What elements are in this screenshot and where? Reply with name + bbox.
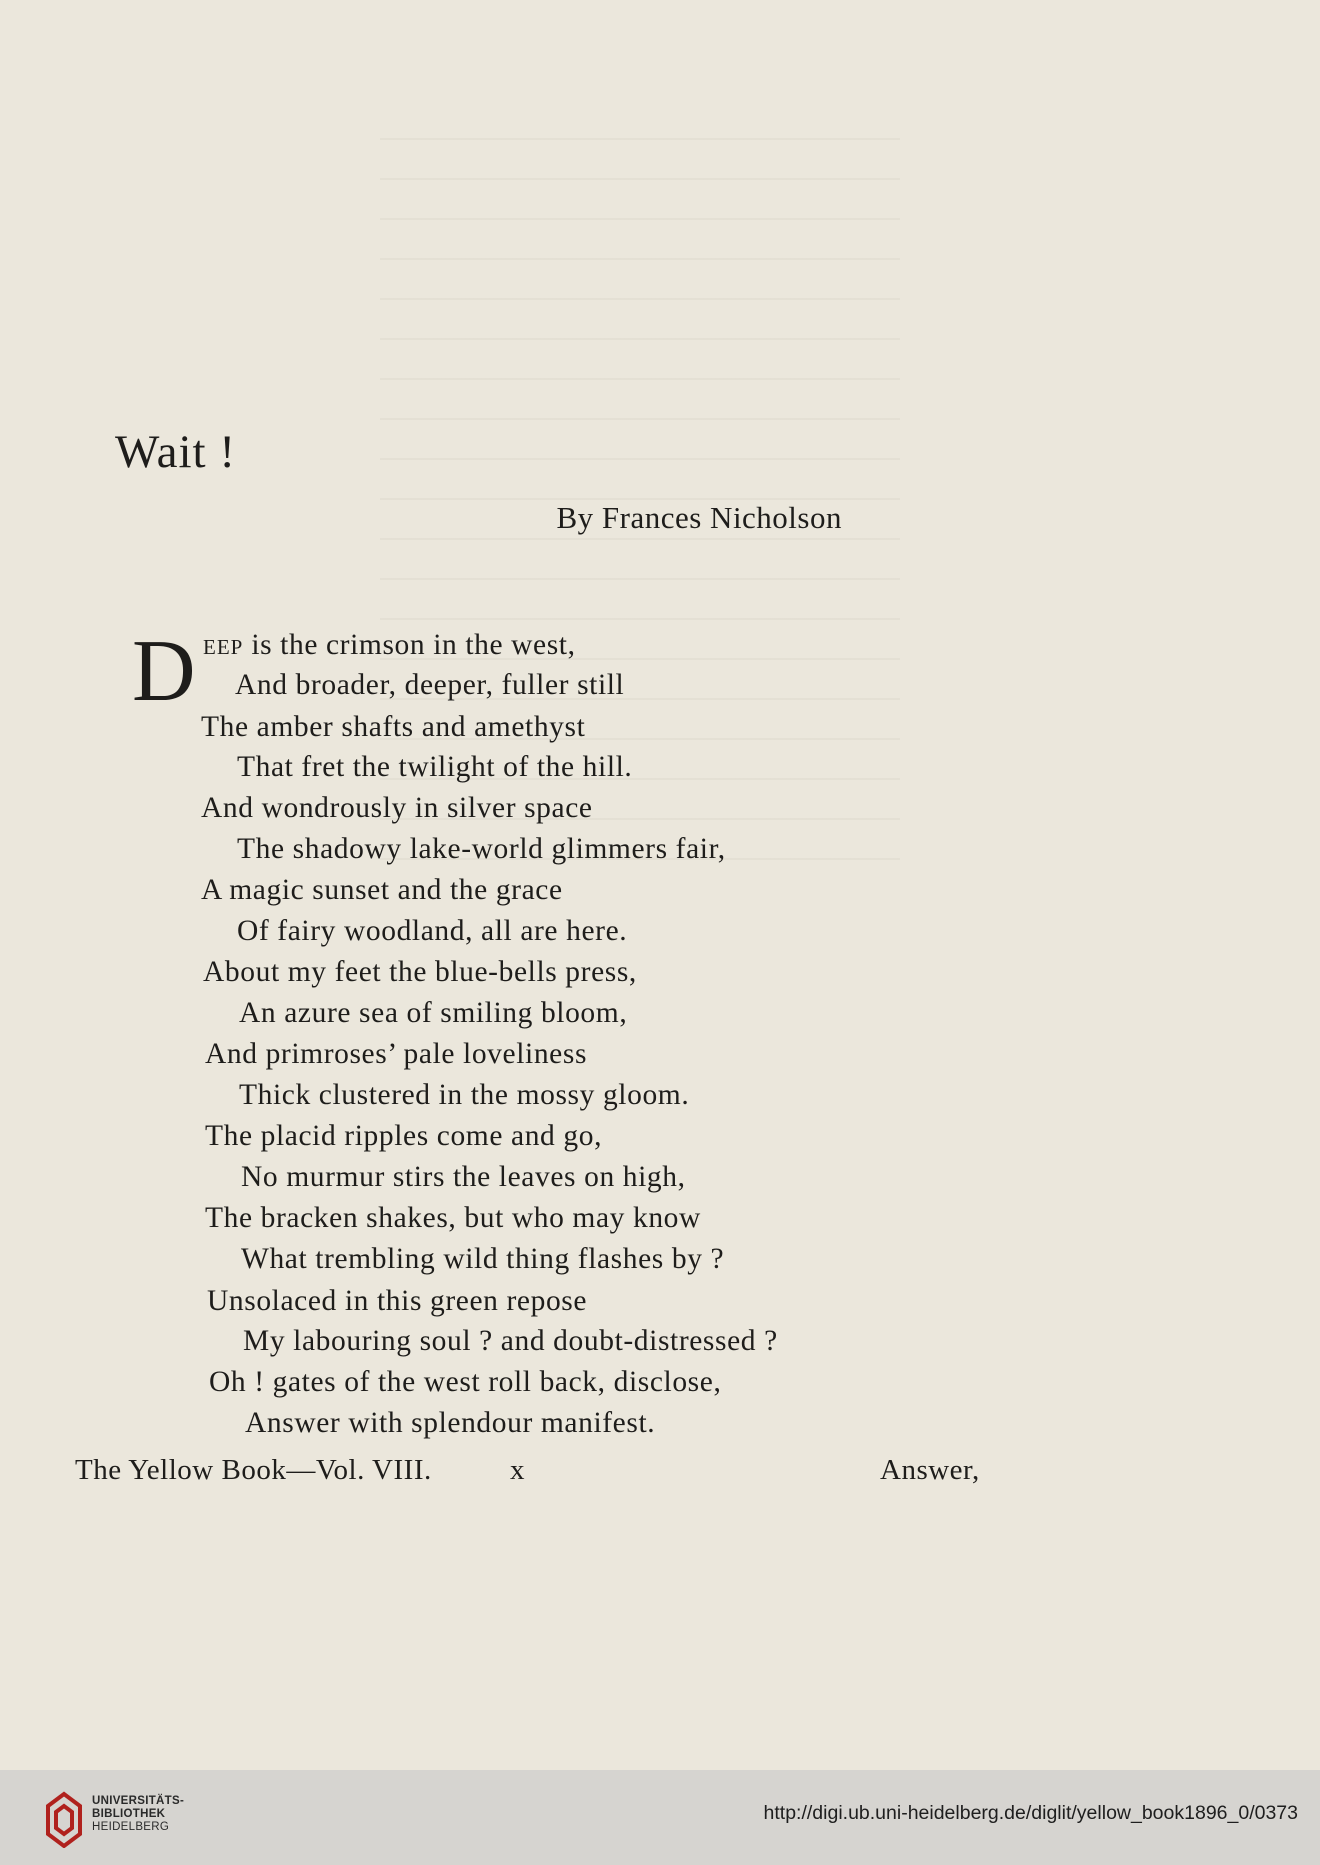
library-name-line-2: BIBLIOTHEK	[92, 1808, 166, 1820]
poem-line: Thick clustered in the mossy gloom.	[239, 1079, 690, 1111]
poem-line: Unsolaced in this green repose	[207, 1285, 588, 1317]
library-name-line-1: UNIVERSITÄTS-	[92, 1795, 185, 1807]
library-name	[92, 1795, 184, 1834]
poem-line-1	[203, 625, 576, 665]
poem-line: A magic sunset and the grace	[201, 874, 563, 906]
poem-line: No murmur stirs the leaves on high,	[241, 1161, 686, 1193]
poem-line: The bracken shakes, but who may know	[205, 1202, 701, 1234]
library-name-line-3: HEIDELBERG	[92, 1821, 170, 1833]
poem-line: What trembling wild thing flashes by ?	[241, 1243, 725, 1275]
poem-title: Wait !	[115, 426, 236, 478]
poem-line: And primroses’ pale loveliness	[205, 1038, 588, 1070]
poem-line: My labouring soul ? and doubt-distressed ?	[243, 1325, 778, 1357]
library-bar	[0, 1770, 1320, 1865]
poem-author: By Frances Nicholson	[556, 500, 842, 535]
poem-line: That fret the twilight of the hill.	[237, 751, 633, 783]
poem-line: About my feet the blue-bells press,	[203, 956, 637, 988]
poem-line: The placid ripples come and go,	[205, 1120, 603, 1152]
poem-line: Oh ! gates of the west roll back, disclose,	[209, 1366, 722, 1398]
poem-line: Of fairy woodland, all are here.	[237, 915, 628, 947]
poem-line: An azure sea of smiling bloom,	[239, 997, 628, 1029]
poem-line: And broader, deeper, fuller still	[235, 669, 625, 701]
drop-cap: D	[132, 623, 196, 720]
running-title: The Yellow Book—Vol. VIII.	[75, 1454, 432, 1486]
signature-mark: x	[510, 1454, 525, 1486]
library-logo-icon	[44, 1790, 84, 1848]
poem-line: The amber shafts and amethyst	[201, 711, 586, 743]
catchword: Answer,	[880, 1454, 980, 1486]
poem-line: Answer with splendour manifest.	[245, 1407, 656, 1439]
poem-line: The shadowy lake-world glimmers fair,	[237, 833, 726, 865]
first-line-text: is the crimson in the west,	[243, 629, 576, 661]
source-url-link[interactable]: http://digi.ub.uni-heidelberg.de/diglit/yellow_book1896_0/0373	[763, 1802, 1298, 1824]
first-word-rest: eep	[203, 629, 244, 661]
poem-line: And wondrously in silver space	[201, 792, 593, 824]
